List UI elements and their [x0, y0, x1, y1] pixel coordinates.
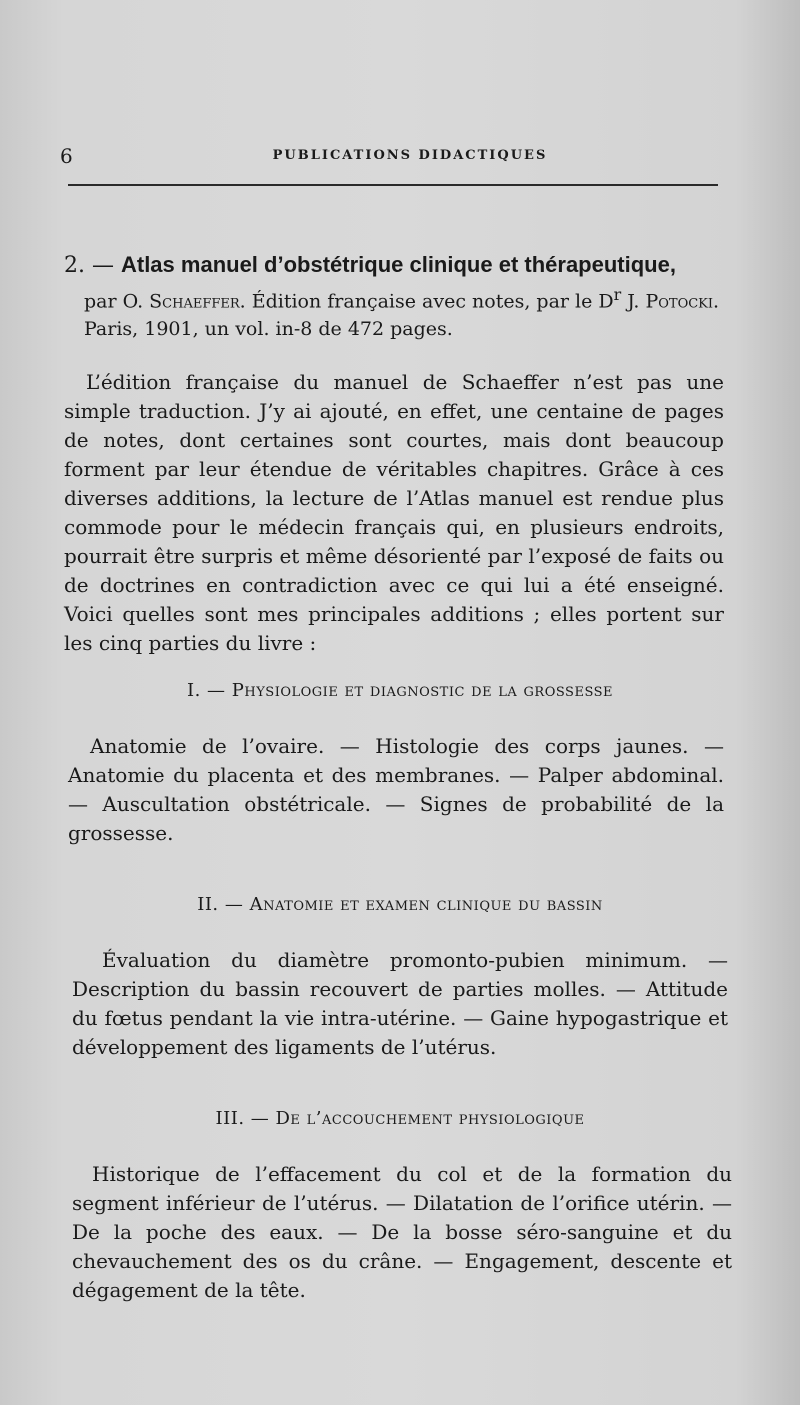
entry-title-line	[64, 250, 724, 281]
entry-title: Atlas manuel d’obstétrique clinique et thérapeutique,	[120, 252, 676, 277]
running-head: PUBLICATIONS DIDACTIQUES	[272, 148, 548, 163]
entry-period: .	[713, 290, 720, 313]
entry-initial: J.	[621, 290, 646, 313]
section-numeral: I. —	[186, 680, 226, 701]
section-heading-3	[0, 1106, 800, 1132]
bibliographic-entry	[64, 250, 724, 343]
entry-number: 2. —	[64, 253, 114, 278]
page-header	[60, 140, 720, 170]
entry-author-line	[64, 281, 724, 315]
section-heading-1	[0, 678, 800, 704]
entry-editor: Potocki	[645, 290, 714, 313]
section-paragraph-1: Anatomie de l’ovaire. — Histologie des corps jaunes. — Anatomie du placenta et des membranes. — Palper abdominal. — Auscultation obstétricale. — Signes de probabilité de la grossesse.	[68, 734, 724, 845]
section-paragraph-3: Historique de l’effacement du col et de la formation du segment inférieur de l’utérus. — Dilatation de l’orifice utérin. — De la poche des eaux. — De la bosse séro-sanguine et du chevauchement des os du crâne. — Engagement, descente et dégagement de la tête.	[72, 1162, 732, 1302]
page-number: 6	[60, 144, 73, 168]
section-title: Physiologie et diagnostic de la grossesse	[231, 680, 614, 701]
entry-par: par O.	[84, 290, 150, 313]
section-title: De l’accouchement physiologique	[275, 1108, 585, 1129]
entry-edition: . Édition française avec notes, par le D	[239, 290, 614, 313]
section-numeral: III. —	[215, 1108, 270, 1129]
section-title: Anatomie et examen clinique du bassin	[249, 894, 603, 915]
section-numeral: II. —	[197, 894, 244, 915]
section-paragraph-2: Évaluation du diamètre promonto-pubien minimum. — Description du bassin recouvert de parties molles. — Attitude du fœtus pendant la vie intra-utérine. — Gaine hypogastrique et développement des ligaments de l’utérus.	[72, 948, 728, 1059]
intro-paragraph: L’édition française du manuel de Schaeffer n’est pas une simple traduction. J’y ai ajouté, en effet, une centaine de pages de notes, dont certaines sont courtes, mais dont beaucoup forment par leur étendue de véritables chapitres. Grâce à ces diverses additions, la lecture de l’Atlas manuel est rendue plus commode pour le médecin français qui, en plusieurs endroits, pourrait être surpris et même désorienté par l’exposé de faits ou de doctrines en contradiction avec ce qui lui a été enseigné. Voici quelles sont mes principales additions ; elles portent sur les cinq parties du livre :	[64, 370, 724, 655]
entry-publication-line: Paris, 1901, un vol. in-8 de 472 pages.	[84, 318, 453, 341]
section-heading-2	[0, 892, 800, 918]
entry-author: Schaeffer	[149, 290, 240, 313]
entry-doctor-sup: r	[613, 285, 622, 304]
header-rule	[68, 184, 718, 186]
